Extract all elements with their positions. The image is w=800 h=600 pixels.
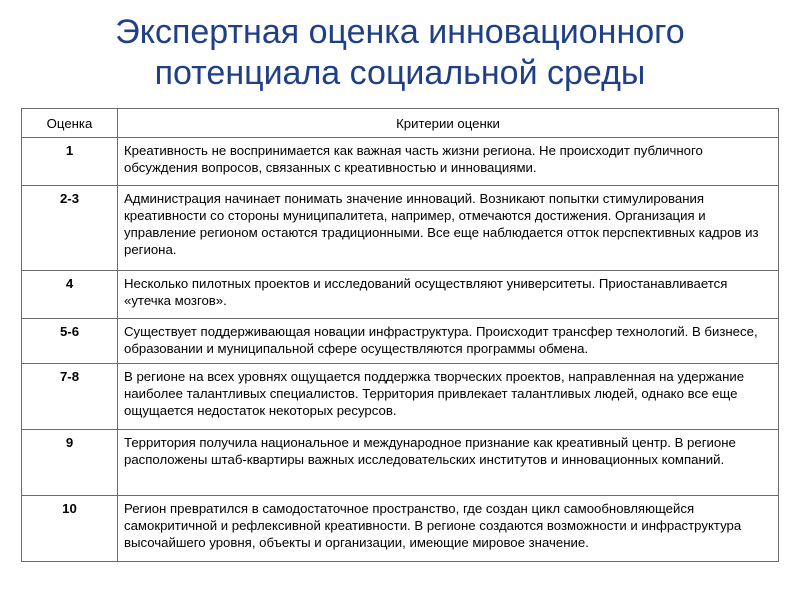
criteria-cell: Несколько пилотных проектов и исследований осуществляют университеты. Приостанавливается «утечка мозгов». bbox=[118, 271, 779, 319]
title-line-2: потенциала социальной среды bbox=[154, 54, 646, 92]
score-cell: 4 bbox=[22, 271, 118, 319]
criteria-cell: Существует поддерживающая новации инфраструктура. Происходит трансфер технологий. В бизнесе, образовании и муниципальной сфере осуществляются программы обмена. bbox=[118, 319, 779, 364]
table-row bbox=[22, 138, 779, 186]
table-row bbox=[22, 186, 779, 271]
criteria-cell: В регионе на всех уровнях ощущается поддержка творческих проектов, направленная на удержание наиболее талантливых специалистов. Территория привлекает талантливых людей, однако все еще ощущается недостаток некоторых ресурсов. bbox=[118, 364, 779, 430]
header-criteria: Критерии оценки bbox=[118, 109, 779, 138]
criteria-table bbox=[21, 108, 779, 562]
score-cell: 1 bbox=[22, 138, 118, 186]
page-title bbox=[0, 12, 800, 94]
criteria-cell: Регион превратился в самодостаточное пространство, где создан цикл самообновляющейся самокритичной и рефлексивной креативности. В регионе создаются возможности и инфраструктура высочайшего уровня, объекты и организации, имеющие мировое значение. bbox=[118, 496, 779, 562]
score-cell: 2-3 bbox=[22, 186, 118, 271]
score-cell: 9 bbox=[22, 430, 118, 496]
criteria-cell: Креативность не воспринимается как важная часть жизни региона. Не происходит публичного обсуждения вопросов, связанных с креативностью и инновациями. bbox=[118, 138, 779, 186]
score-cell: 10 bbox=[22, 496, 118, 562]
title-line-1: Экспертная оценка инновационного bbox=[115, 13, 685, 51]
criteria-cell: Администрация начинает понимать значение инноваций. Возникают попытки стимулирования креативности со стороны муниципалитета, например, отмечаются достижения. Организация и управление регионом остаются традиционными. Все еще наблюдается отток перспективных кадров из региона. bbox=[118, 186, 779, 271]
table-row bbox=[22, 364, 779, 430]
table-row bbox=[22, 271, 779, 319]
table-header-row bbox=[22, 109, 779, 138]
score-cell: 5-6 bbox=[22, 319, 118, 364]
criteria-cell: Территория получила национальное и международное признание как креативный центр. В регионе расположены штаб-квартиры важных исследовательских институтов и инновационных компаний. bbox=[118, 430, 779, 496]
score-cell: 7-8 bbox=[22, 364, 118, 430]
table-row bbox=[22, 319, 779, 364]
table-row bbox=[22, 430, 779, 496]
header-score: Оценка bbox=[22, 109, 118, 138]
table-row bbox=[22, 496, 779, 562]
